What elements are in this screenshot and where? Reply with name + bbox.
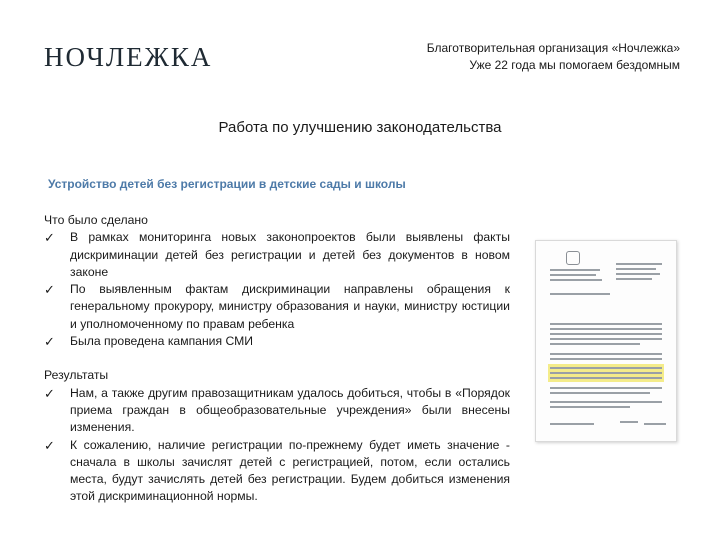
list-item [44,437,510,506]
list-item [44,229,510,281]
check-icon: ✓ [44,334,55,350]
section-subtitle: Устройство детей без регистрации в детские сады и школы [48,177,406,191]
done-heading: Что было сделано [44,213,148,227]
results-heading: Результаты [44,368,109,383]
check-icon: ✓ [44,385,55,401]
list-item-text: Была проведена кампания СМИ [70,334,254,349]
org-tagline: Уже 22 года мы помогаем бездомным [469,58,680,72]
list-item-text: По выявленным фактам дискриминации направлены обращения к генеральному прокурору, министру образования и науки, министру юстиции и уполномоченному по правам ребенка [70,282,510,331]
check-icon: ✓ [44,437,55,453]
list-item [44,281,510,333]
list-item [44,333,510,350]
list-item [44,385,510,437]
content-body [44,212,510,506]
list-item-text: В рамках мониторинга новых законопроектов были выявлены факты дискриминации детей без регистрации и детей без документов в новом законе [70,230,510,279]
org-name: Благотворительная организация «Ночлежка» [426,41,680,55]
org-info [427,40,680,74]
list-item-text: К сожалению, наличие регистрации по-прежнему будет иметь значение - сначала в школы зачислят детей с регистрацией, потом, если остались места, будут зачислять детей без регистрации. Будем добиться изменения этой дискриминационной нормы. [70,437,510,504]
check-icon: ✓ [44,230,55,246]
logo: НОЧЛЕЖКА [44,42,213,72]
check-icon: ✓ [44,282,55,298]
page-title: Работа по улучшению законодательства [218,119,502,136]
list-item-text: Нам, а также другим правозащитникам удалось добиться, чтобы в «Порядок приема граждан в общеобразовательные учреждения» были внесены изменения. [70,385,510,435]
emblem-icon [566,251,580,265]
letter-scan-image [535,240,677,442]
